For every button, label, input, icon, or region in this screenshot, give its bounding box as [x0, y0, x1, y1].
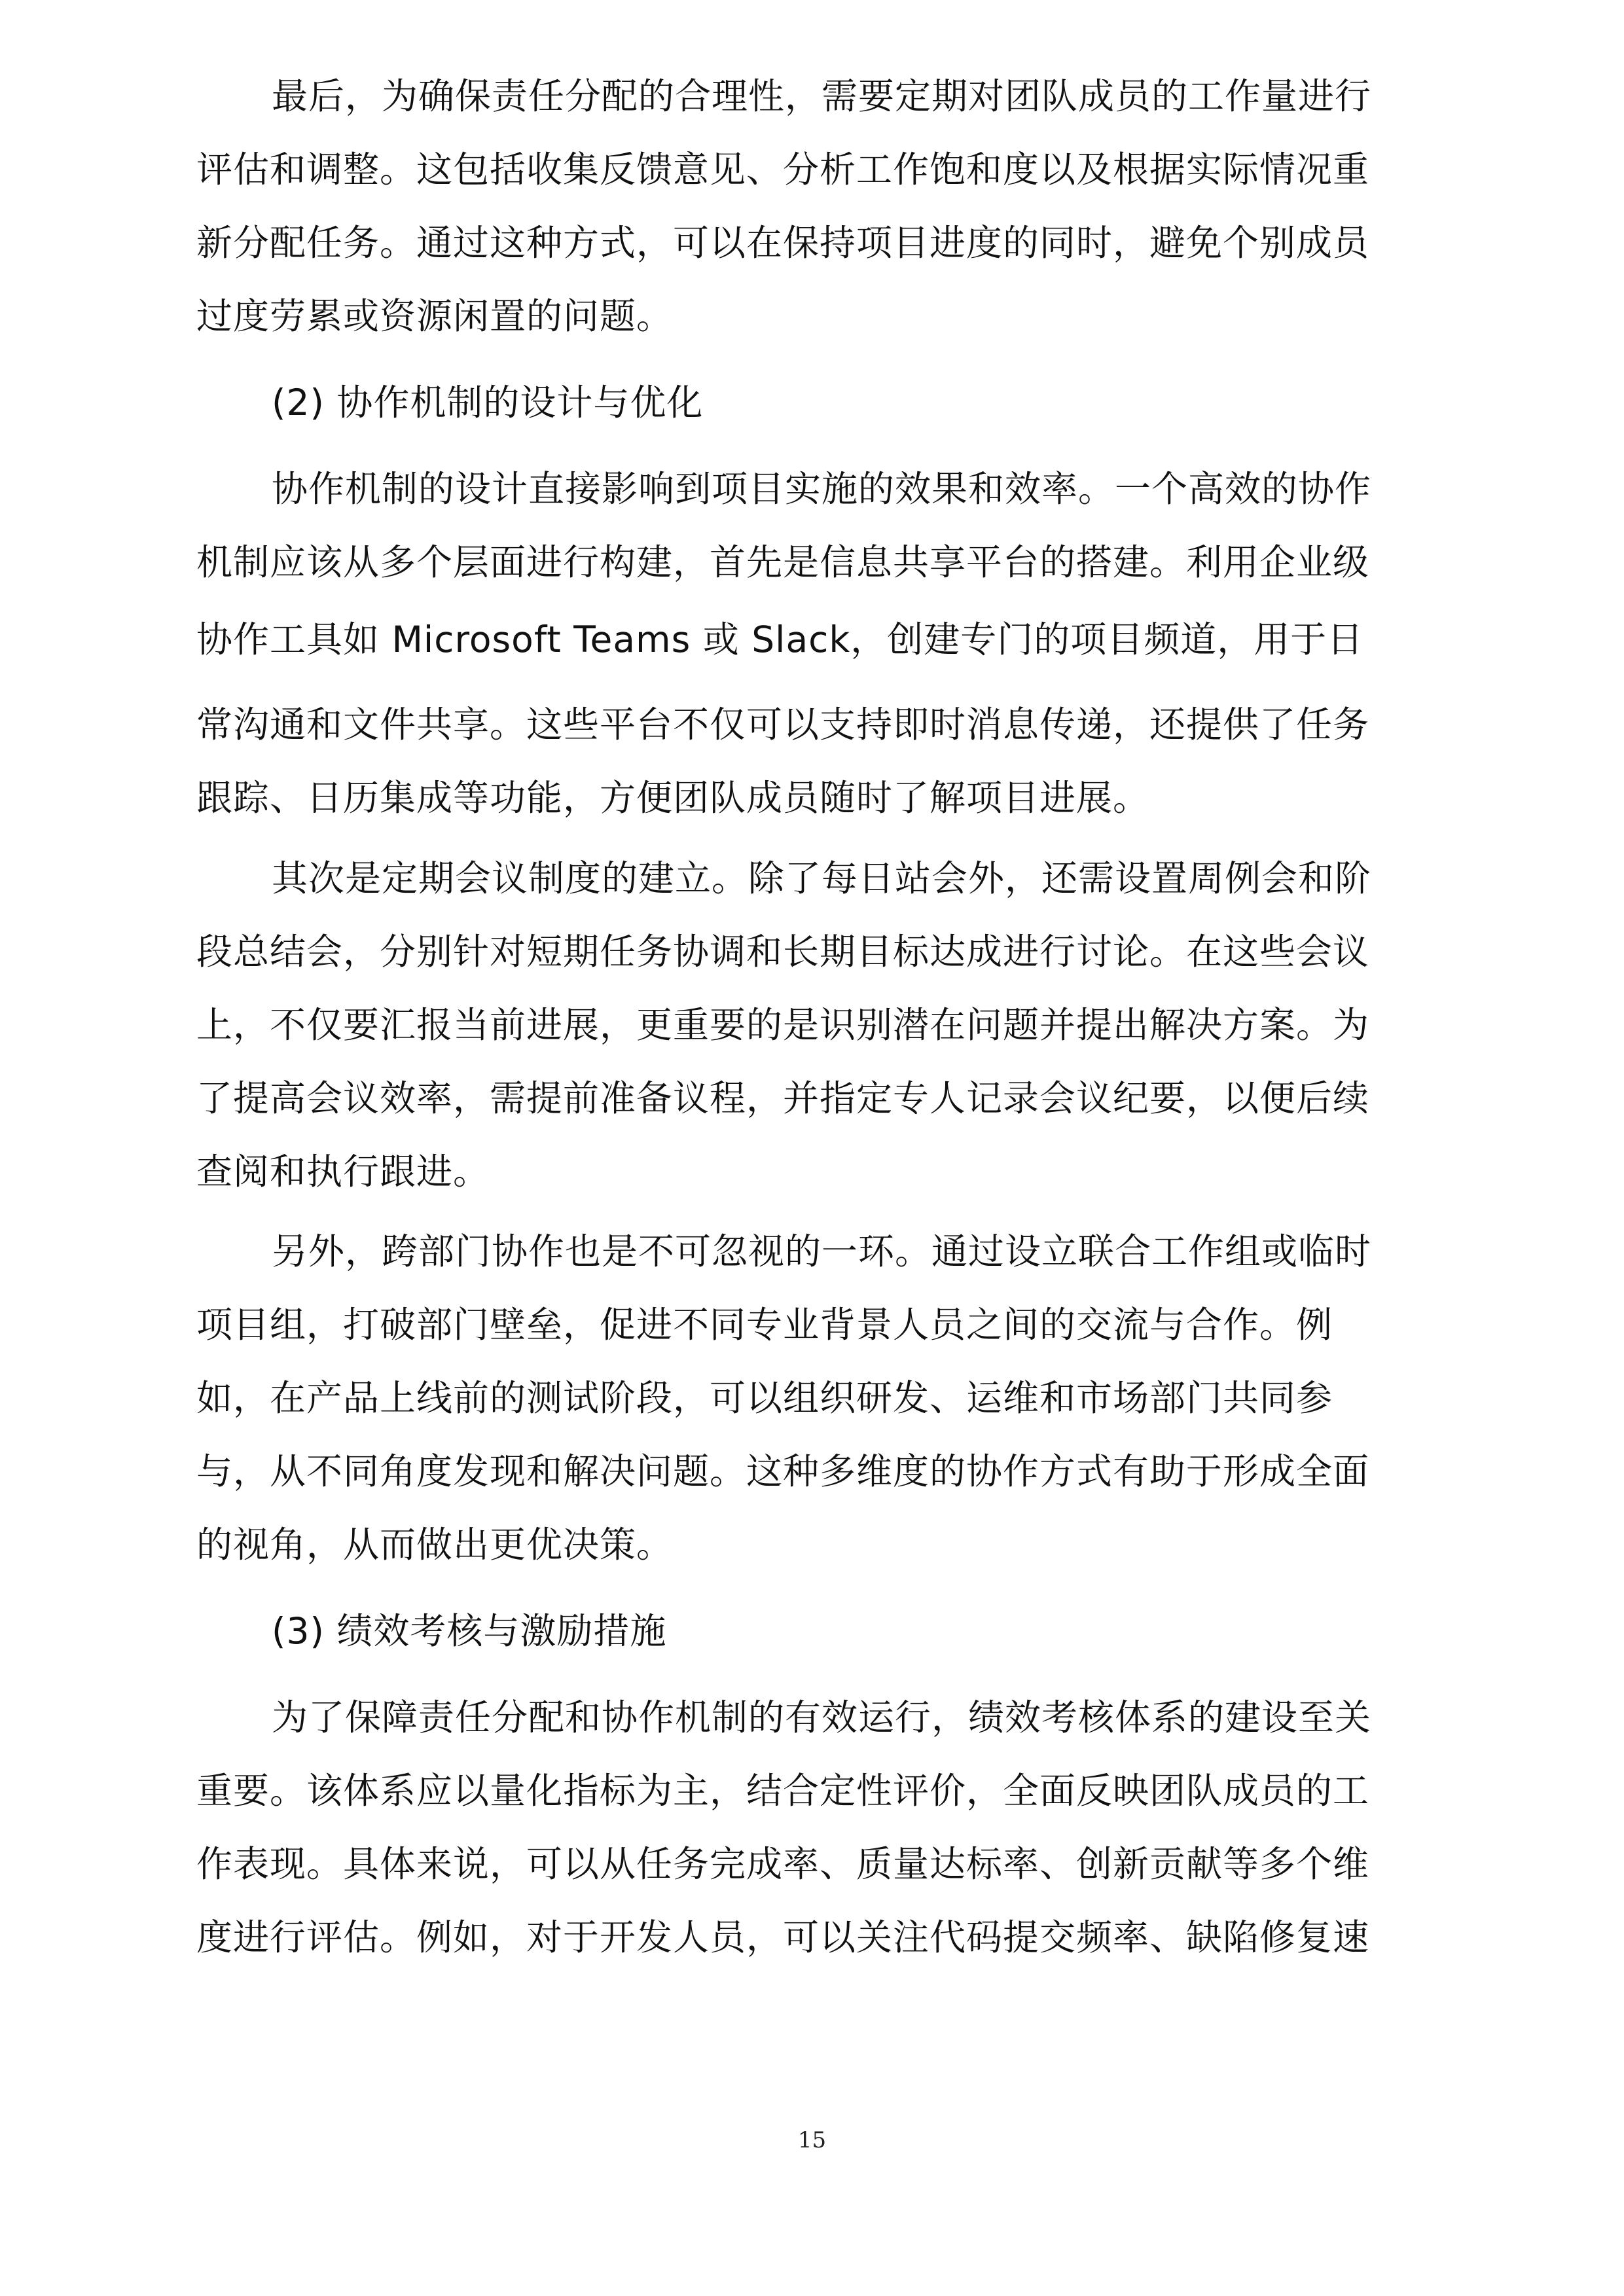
text-line: 其次是定期会议制度的建立。除了每日站会外，还需设置周例会和阶	[272, 857, 1372, 899]
text-line: 过度劳累或资源闲置的问题。	[196, 295, 674, 337]
text-line: 的视角，从而做出更优决策。	[196, 1524, 674, 1566]
text-line: 上，不仅要汇报当前进展，更重要的是识别潜在问题并提出解决方案。为	[196, 1004, 1370, 1046]
text-line: 如，在产品上线前的测试阶段，可以组织研发、运维和市场部门共同参	[196, 1377, 1333, 1419]
text-line: 评估和调整。这包括收集反馈意见、分析工作饱和度以及根据实际情况重	[196, 149, 1370, 190]
text-line: 与，从不同角度发现和解决问题。这种多维度的协作方式有助于形成全面	[196, 1450, 1370, 1492]
text-line: 作表现。具体来说，可以从任务完成率、质量达标率、创新贡献等多个维	[196, 1843, 1370, 1885]
text-line: 查阅和执行跟进。	[196, 1151, 490, 1193]
section-heading: (2) 协作机制的设计与优化	[272, 382, 704, 423]
section-heading: (3) 绩效考核与激励措施	[272, 1610, 667, 1652]
text-line: 协作工具如 Microsoft Teams 或 Slack，创建专门的项目频道，用于日	[196, 619, 1364, 660]
text-line: 重要。该体系应以量化指标为主，结合定性评价，全面反映团队成员的工	[196, 1770, 1370, 1812]
text-line: 常沟通和文件共享。这些平台不仅可以支持即时消息传递，还提供了任务	[196, 704, 1370, 745]
text-line: 度进行评估。例如，对于开发人员，可以关注代码提交频率、缺陷修复速	[196, 1916, 1370, 1958]
text-line: 项目组，打破部门壁垒，促进不同专业背景人员之间的交流与合作。例	[196, 1304, 1333, 1346]
text-line: 协作机制的设计直接影响到项目实施的效果和效率。一个高效的协作	[272, 468, 1372, 510]
text-line: 另外，跨部门协作也是不可忽视的一环。通过设立联合工作组或临时	[272, 1230, 1372, 1272]
text-line: 了提高会议效率，需提前准备议程，并指定专人记录会议纪要，以便后续	[196, 1077, 1370, 1119]
text-line: 机制应该从多个层面进行构建，首先是信息共享平台的搭建。利用企业级	[196, 541, 1370, 583]
text-line: 跟踪、日历集成等功能，方便团队成员随时了解项目进展。	[196, 777, 1150, 819]
text-line: 段总结会，分别针对短期任务协调和长期目标达成进行讨论。在这些会议	[196, 931, 1370, 973]
text-line: 最后，为确保责任分配的合理性，需要定期对团队成员的工作量进行	[272, 75, 1372, 117]
text-line: 为了保障责任分配和协作机制的有效运行，绩效考核体系的建设至关	[272, 1696, 1372, 1738]
page-number: 15	[797, 2127, 827, 2153]
text-line: 新分配任务。通过这种方式，可以在保持项目进度的同时，避免个别成员	[196, 222, 1370, 264]
